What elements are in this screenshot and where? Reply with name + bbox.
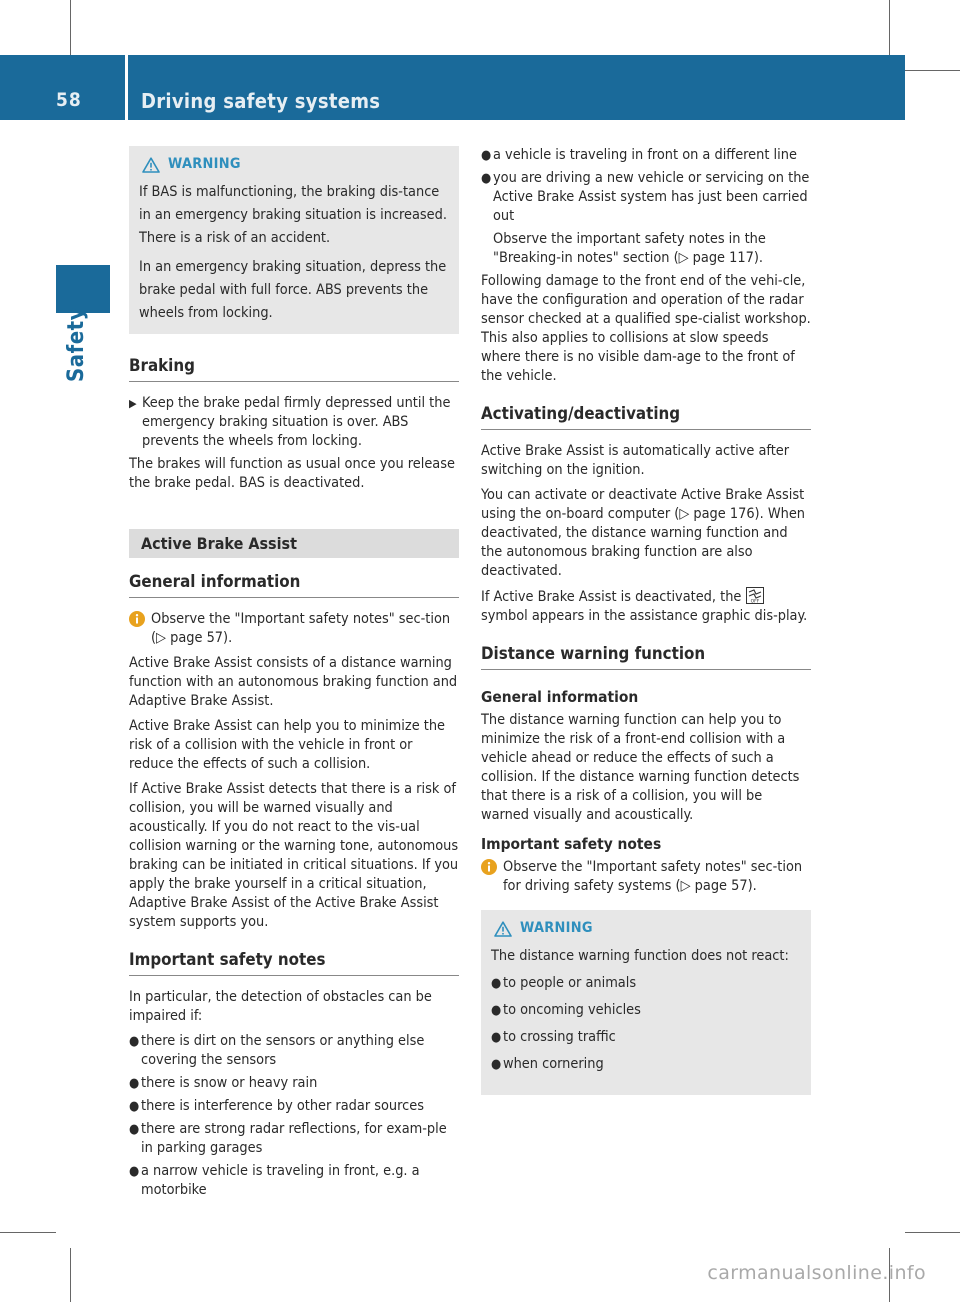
bullet-icon: ● <box>129 1164 140 1179</box>
body-text: If Active Brake Assist detects that there is a risk of collision, you will be warned visually and acoustically. If you do not react to the vis-ual collision warning or the warning tone, autonomous braking can be initiated in critical situations. If you apply the brake yourself in a critical situation, Adaptive Brake Assist of the Active Brake Assist system supports you. <box>129 781 459 930</box>
list-item: ● to people or animals <box>491 975 637 991</box>
warning-title: WARNING <box>520 920 593 936</box>
crop-mark <box>889 0 890 55</box>
subheading-important-safety-notes: Important safety notes <box>481 835 662 853</box>
body-text: Active Brake Assist can help you to minimize the risk of a collision with the vehicle in front or reduce the effects of such a collision. <box>129 718 446 772</box>
list-item: ● to crossing traffic <box>491 1029 616 1045</box>
note-text: Observe the "Important safety notes" sec-tion (▷ page 57). <box>151 611 451 646</box>
right-column <box>481 146 811 1107</box>
header-band <box>0 55 905 120</box>
body-text: You can activate or deactivate Active Brake Assist using the on-board computer (▷ page 176). When deactivated, the distance warning function and the autonomous braking function are also deactivated. <box>481 487 806 579</box>
warning-text: The distance warning function does not react: <box>491 948 789 964</box>
warning-header <box>139 155 449 174</box>
bullet-icon: ● <box>491 976 502 991</box>
body-text: Active Brake Assist is automatically active after switching on the ignition. <box>481 443 790 478</box>
section-title-active-brake-assist: Active Brake Assist <box>129 529 459 558</box>
instruction-step <box>129 394 459 451</box>
crop-mark <box>70 1248 71 1302</box>
body-text: The distance warning function can help you to minimize the risk of a front-end collision with a vehicle ahead or reduce the effects of such a collision. If the distance warning function detects that there is a risk of a collision, you will be warned visually and acoustically. <box>481 712 800 823</box>
body-text: In particular, the detection of obstacles can be impaired if: <box>129 989 432 1024</box>
info-icon <box>481 858 503 881</box>
info-note <box>129 610 459 648</box>
heading-distance-warning-function: Distance warning function <box>481 644 811 670</box>
bullet-text: you are driving a new vehicle or servicing on the Active Brake Assist system has just been carried out <box>493 170 810 224</box>
watermark-text: carmanualsonline.info <box>707 1262 926 1284</box>
step-arrow-icon: ▶ <box>129 397 137 410</box>
info-icon <box>129 610 151 633</box>
body-text: Active Brake Assist consists of a distance warning function with an autonomous braking function and Adaptive Brake Assist. <box>129 655 458 709</box>
list-item: ● when cornering <box>491 1056 604 1072</box>
side-section-label: Safety <box>64 306 89 382</box>
bullet-icon: ● <box>491 1003 502 1018</box>
bullet-icon: ● <box>129 1099 140 1114</box>
warning-title: WARNING <box>168 156 241 172</box>
list-item: ● there are strong radar reflections, for exam-ple in parking garages <box>129 1121 447 1156</box>
bullet-icon: ● <box>481 171 492 186</box>
bullet-icon: ● <box>129 1122 140 1137</box>
heading-activating-deactivating: Activating/deactivating <box>481 404 811 430</box>
warning-header <box>491 919 801 938</box>
page-number: 58 <box>56 89 82 111</box>
bullet-icon: ● <box>129 1076 140 1091</box>
heading-braking: Braking <box>129 356 459 382</box>
active-brake-assist-off-icon <box>746 587 764 604</box>
list-item: ● there is interference by other radar sources <box>129 1098 424 1114</box>
header-divider <box>125 55 128 120</box>
body-text: The brakes will function as usual once you release the brake pedal. BAS is deactivated. <box>129 456 455 491</box>
crop-mark <box>905 70 960 71</box>
warning-triangle-icon <box>142 157 160 173</box>
step-text: Keep the brake pedal firmly depressed until the emergency braking situation is over. ABS prevents the wheels from locking. <box>142 395 451 449</box>
bullet-icon: ● <box>491 1030 502 1045</box>
left-column <box>129 146 459 1204</box>
list-item: ● a vehicle is traveling in front on a different line <box>481 147 797 163</box>
heading-important-safety-notes: Important safety notes <box>129 950 459 976</box>
crop-mark <box>905 1232 960 1233</box>
heading-general-information: General information <box>129 572 459 598</box>
body-text: If Active Brake Assist is deactivated, the OFF symbol appears in the assistance graphic dis-play. <box>481 589 808 624</box>
warning-text: In an emergency braking situation, depress the brake pedal with full force. ABS prevents the wheels from locking. <box>139 259 447 321</box>
note-text: Observe the "Important safety notes" sec-tion for driving safety systems (▷ page 57). <box>503 859 803 894</box>
warning-box-distance <box>481 910 811 1095</box>
body-text: Following damage to the front end of the vehi-cle, have the configuration and operation of the radar sensor checked at a qualified spe-cialist workshop. This also applies to collisions at slow speeds where there is no visible dam-age to the front of the vehicle. <box>481 273 811 384</box>
bullet-subnote: Observe the important safety notes in the "Breaking-in notes" section (▷ page 117). <box>493 231 766 266</box>
warning-triangle-icon <box>494 921 512 937</box>
svg-text:OFF: OFF <box>750 599 759 604</box>
page-title: Driving safety systems <box>141 89 381 113</box>
list-item: ● there is snow or heavy rain <box>129 1075 318 1091</box>
list-item: ● there is dirt on the sensors or anything else covering the sensors <box>129 1033 425 1068</box>
crop-mark <box>0 1232 56 1233</box>
bullet-icon: ● <box>129 1034 140 1049</box>
warning-text: If BAS is malfunctioning, the braking dis-tance in an emergency braking situation is increased. There is a risk of an accident. <box>139 184 447 246</box>
bullet-icon: ● <box>481 148 492 163</box>
info-note <box>481 858 811 896</box>
list-item <box>481 169 811 268</box>
subheading-general-information: General information <box>481 688 639 706</box>
bullet-icon: ● <box>491 1057 502 1072</box>
crop-mark <box>70 0 71 55</box>
list-item: ● to oncoming vehicles <box>491 1002 641 1018</box>
warning-box-bas <box>129 146 459 334</box>
list-item: ● a narrow vehicle is traveling in front, e.g. a motorbike <box>129 1163 420 1198</box>
